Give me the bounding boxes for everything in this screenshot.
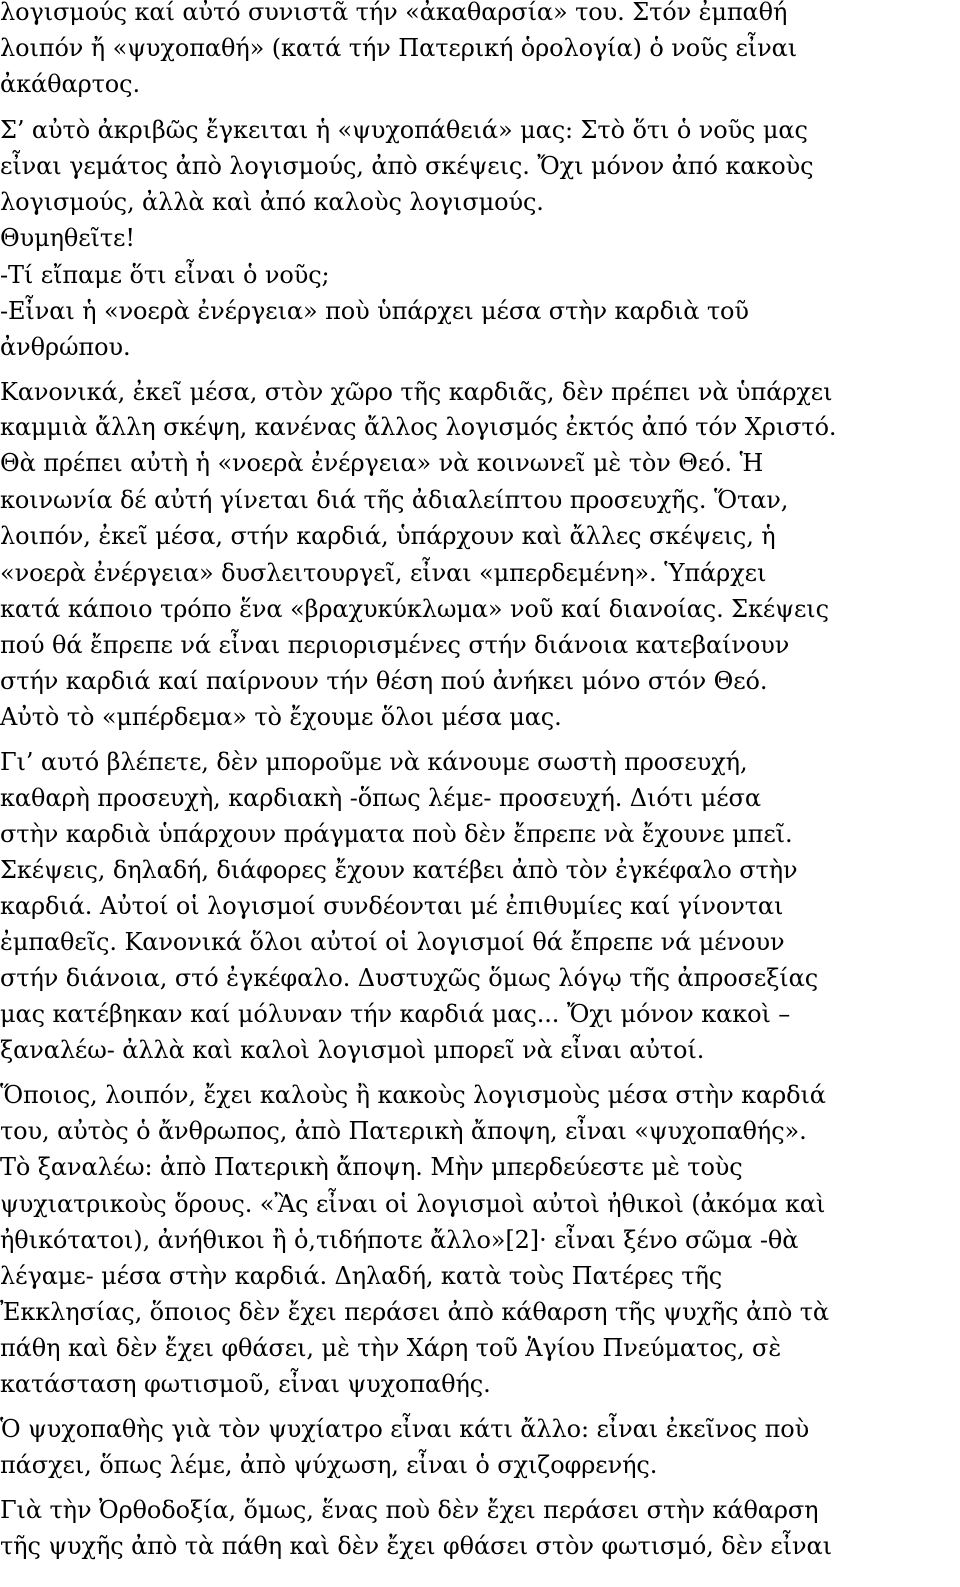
text-line: κατά κάποιο τρόπο ἕνα «βραχυκύκλωμα» νοῦ καί διανοίας. Σκέψεις <box>0 595 829 623</box>
text-line: τῆς ψυχῆς ἀπὸ τὰ πάθη καὶ δὲν ἔχει φθάσει στὸν φωτισμό, δὲν εἶναι <box>0 1532 832 1560</box>
text-line: καρδιά. Αὐτοί οἱ λογισμοί συνδέονται μέ ἐπιθυμίες καί γίνονται <box>0 892 784 920</box>
text-line: Γιὰ τὴν Ὀρθοδοξία, ὅμως, ἕνας ποὺ δὲν ἔχει περάσει στὴν κάθαρση <box>0 1496 819 1524</box>
text-line: ἀκάθαρτος. <box>0 70 140 98</box>
text-line: στήν διάνοια, στό ἐγκέφαλο. Δυστυχῶς ὅμως λόγῳ τῆς ἀπροσεξίας <box>0 964 819 992</box>
text-line: Τὸ ξαναλέω: ἀπὸ Πατερικὴ ἄποψη. Μὴν μπερδεύεστε μὲ τοὺς <box>0 1153 743 1181</box>
text-line: στὴν καρδιὰ ὑπάρχουν πράγματα ποὺ δὲν ἔπρεπε νὰ ἔχουνε μπεῖ. <box>0 820 793 848</box>
text-line: Αὐτὸ τὸ «μπέρδεμα» τὸ ἔχουμε ὅλοι μέσα μας. <box>0 703 562 731</box>
text-line: Σκέψεις, δηλαδή, διάφορες ἔχουν κατέβει ἀπὸ τὸν ἐγκέφαλο στὴν <box>0 856 798 884</box>
text-line: ἀνθρώπου. <box>0 333 131 361</box>
text-line: κοινωνία δέ αὐτή γίνεται διά τῆς ἀδιαλείπτου προσευχῆς. Ὅταν, <box>0 486 789 514</box>
text-line: Ὁ ψυχοπαθὴς γιὰ τὸν ψυχίατρο εἶναι κάτι ἄλλο: εἶναι ἐκεῖνος ποὺ <box>0 1415 810 1443</box>
text-line: καμμιὰ ἄλλη σκέψη, κανένας ἄλλος λογισμός ἐκτός ἀπό τόν Χριστό. <box>0 413 837 441</box>
text-line: Γι’ αυτό βλέπετε, δὲν μποροῦμε νὰ κάνουμε σωστὴ προσευχή, <box>0 748 748 776</box>
text-line: καθαρὴ προσευχὴ, καρδιακὴ -ὅπως λέμε- προσευχή. Διότι μέσα <box>0 784 761 812</box>
text-line: Ὅποιος, λοιπόν, ἔχει καλοὺς ἢ κακοὺς λογισμοὺς μέσα στὴν καρδιά <box>0 1081 826 1109</box>
text-line: πάσχει, ὅπως λέμε, ἀπὸ ψύχωση, εἶναι ὁ σχιζοφρενής. <box>0 1451 658 1479</box>
text-line: «νοερὰ ἐνέργεια» δυσλειτουργεῖ, εἶναι «μπερδεμένη». Ὑπάρχει <box>0 559 767 587</box>
text-line: ἐμπαθεῖς. Κανονικά ὅλοι αὐτοί οἱ λογισμοί θά ἔπρεπε νά μένουν <box>0 928 785 956</box>
text-line: πάθη καὶ δὲν ἔχει φθάσει, μὲ τὴν Χάρη τοῦ Ἁγίου Πνεύματος, σὲ <box>0 1334 782 1362</box>
text-line: του, αὐτὸς ὁ ἄνθρωπος, ἀπὸ Πατερικὴ ἄποψη, εἶναι «ψυχοπαθής». <box>0 1117 807 1145</box>
text-line: Θὰ πρέπει αὐτὴ ἡ «νοερὰ ἐνέργεια» νὰ κοινωνεῖ μὲ τὸν Θεό. Ἡ <box>0 449 764 477</box>
text-line: -Εἶναι ἡ «νοερὰ ἐνέργεια» ποὺ ὑπάρχει μέσα στὴν καρδιὰ τοῦ <box>0 297 749 325</box>
text-line: κατάσταση φωτισμοῦ, εἶναι ψυχοπαθής. <box>0 1370 491 1398</box>
text-line: λογισμούς, ἀλλὰ καὶ ἀπό καλοὺς λογισμούς. <box>0 188 544 216</box>
text-line: ξαναλέω- ἀλλὰ καὶ καλοὶ λογισμοὶ μπορεῖ νὰ εἶναι αὐτοί. <box>0 1036 705 1064</box>
text-line: Κανονικά, ἐκεῖ μέσα, στὸν χῶρο τῆς καρδιᾶς, δὲν πρέπει νὰ ὑπάρχει <box>0 378 833 406</box>
text-line: μας κατέβηκαν καί μόλυναν τήν καρδιά μας... Ὄχι μόνον κακοὶ – <box>0 1000 791 1028</box>
text-line: ἠθικότατοι), ἀνήθικοι ἢ ὁ,τιδήποτε ἄλλο»[2]· εἶναι ξένο σῶμα -θὰ <box>0 1226 799 1254</box>
text-line: Σ’ αὐτὸ ἀκριβῶς ἔγκειται ἡ «ψυχοπάθειά» μας: Στὸ ὅτι ὁ νοῦς μας <box>0 116 808 144</box>
text-line: λοιπόν ἤ «ψυχοπαθή» (κατά τήν Πατερική ὁρολογία) ὁ νοῦς εἶναι <box>0 34 798 62</box>
text-line: -Τί εἴπαμε ὅτι εἶναι ὁ νοῦς; <box>0 261 330 289</box>
text-line: εἶναι γεμάτος ἀπὸ λογισμούς, ἀπὸ σκέψεις. Ὄχι μόνον ἀπό κακοὺς <box>0 152 814 180</box>
text-line: λογισμούς καί αὐτό συνιστᾶ τήν «ἀκαθαρσία» του. Στόν ἐμπαθή <box>0 0 788 26</box>
text-line: Ἐκκλησίας, ὅποιος δὲν ἔχει περάσει ἀπὸ κάθαρση τῆς ψυχῆς ἀπὸ τὰ <box>0 1298 829 1326</box>
text-line: λοιπόν, ἐκεῖ μέσα, στήν καρδιά, ὑπάρχουν καὶ ἄλλες σκέψεις, ἡ <box>0 522 776 550</box>
text-line: στήν καρδιά καί παίρνουν τήν θέση πού ἀνήκει μόνο στόν Θεό. <box>0 667 768 695</box>
text-line: πού θά ἔπρεπε νά εἶναι περιορισμένες στήν διάνοια κατεβαίνουν <box>0 631 790 659</box>
text-line: Θυμηθεῖτε! <box>0 224 135 252</box>
text-line: ψυχιατρικοὺς ὅρους. «Ἂς εἶναι οἱ λογισμοὶ αὐτοὶ ἠθικοὶ (ἀκόμα καὶ <box>0 1190 826 1218</box>
text-line: λέγαμε- μέσα στὴν καρδιά. Δηλαδή, κατὰ τοὺς Πατέρες τῆς <box>0 1262 723 1290</box>
